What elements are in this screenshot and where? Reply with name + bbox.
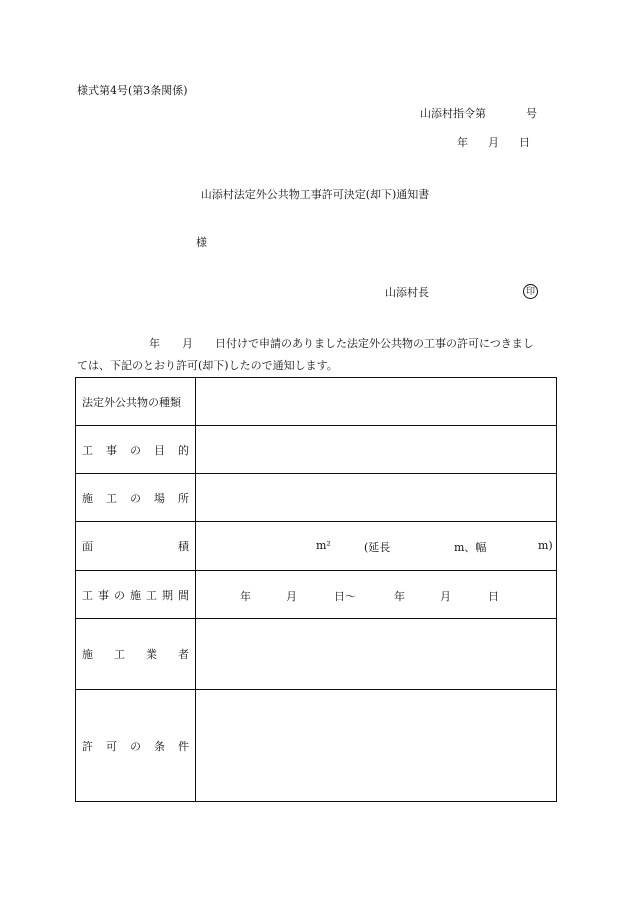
table-row: [76, 619, 557, 690]
value-area: [196, 522, 557, 571]
row-label-type: 法定外公共物の種類: [76, 378, 196, 426]
body-line-1: [77, 333, 557, 355]
period-year-2: 年: [394, 589, 405, 603]
date-year: 年: [457, 136, 468, 149]
command-suffix: 号: [526, 107, 537, 120]
seal-icon: 印: [523, 284, 538, 299]
notice-body: [77, 333, 557, 377]
row-label-conditions: [76, 690, 196, 802]
row-label-period: [76, 571, 196, 619]
row-label-text: 工 事 の 施 工 期 間: [82, 588, 189, 602]
body-month: 月: [182, 337, 193, 350]
value-conditions: [196, 690, 557, 802]
table-row: [76, 426, 557, 474]
issue-date: [457, 136, 530, 150]
command-prefix: 山添村指令第: [420, 107, 486, 120]
row-label-text: 許 可 の 条 件: [82, 739, 189, 753]
value-period: [196, 571, 557, 619]
permit-table: [75, 377, 557, 802]
row-label-text: 工 事 の 目 的: [82, 443, 189, 457]
row-label-location: [76, 474, 196, 522]
value-location: [196, 474, 557, 522]
period-year-1: 年: [240, 589, 251, 603]
body-line-1-rest: 日付けで申請のありました法定外公共物の工事の許可につきまし: [215, 337, 534, 350]
row-label-text: 施 工 業 者: [82, 648, 189, 661]
period-day-2: 日: [488, 589, 499, 603]
area-width-unit: m、幅: [454, 541, 487, 554]
value-contractor: [196, 619, 557, 690]
table-row: [76, 378, 557, 426]
area-end-unit: m): [538, 539, 553, 552]
area-unit-m2: m²: [316, 539, 331, 552]
period-month-2: 月: [440, 589, 451, 603]
issuer-name: 山添村長: [385, 286, 429, 299]
document-title: 山添村法定外公共物工事許可決定(却下)通知書: [200, 188, 430, 201]
addressee-honorific: 様: [196, 236, 207, 249]
date-day: 日: [519, 136, 530, 149]
row-label-text: 施 工 の 場 所: [82, 491, 189, 505]
period-month-1: 月: [286, 589, 297, 603]
row-label-contractor: [76, 619, 196, 690]
body-year: 年: [149, 337, 160, 350]
date-month: 月: [488, 136, 499, 149]
row-label-purpose: [76, 426, 196, 474]
table-row: [76, 474, 557, 522]
row-label-area: [76, 522, 196, 571]
form-number: 様式第4号(第3条関係): [77, 84, 188, 97]
table-row: [76, 522, 557, 571]
table-row: [76, 690, 557, 802]
body-line-2: ては、下記のとおり許可(却下)したので通知します。: [77, 359, 338, 372]
table-row: [76, 571, 557, 619]
period-day-1: 日〜: [334, 589, 356, 603]
value-purpose: [196, 426, 557, 474]
command-number: [420, 107, 537, 121]
row-label-text: 面 積: [82, 540, 189, 553]
value-type: [196, 378, 557, 426]
area-extension: (延長: [364, 541, 391, 554]
